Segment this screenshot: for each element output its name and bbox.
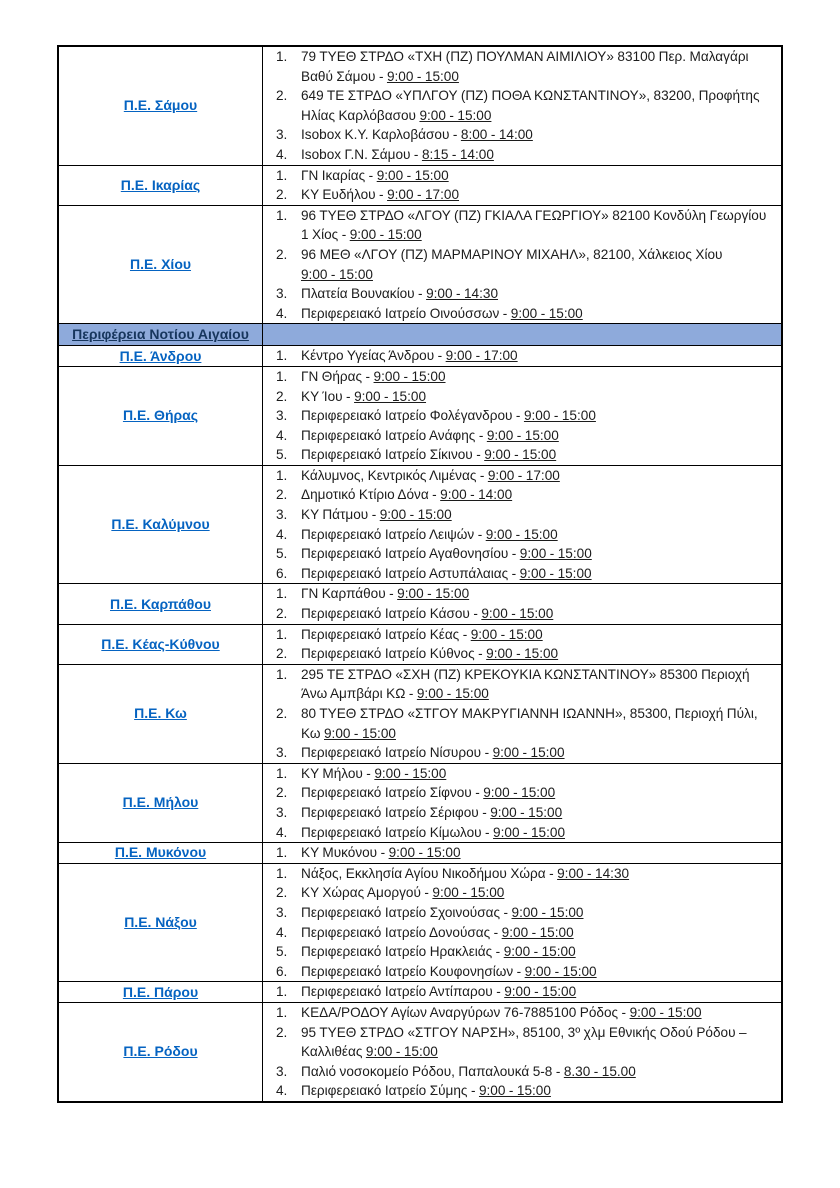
facility-hours: 9:00 - 15:00 [484, 447, 557, 463]
facility-item [263, 304, 781, 324]
facility-description [301, 883, 781, 903]
unit-name-cell [58, 863, 263, 982]
facility-list-cell [263, 1002, 783, 1101]
facility-hours: 9:00 - 15:00 [486, 427, 559, 443]
facility-item [263, 625, 781, 645]
facility-hours: 9:00 - 15:00 [324, 725, 396, 741]
facility-hours: 9:00 - 15:00 [493, 824, 566, 840]
unit-name-cell [58, 1002, 263, 1101]
item-number: 4. [276, 146, 288, 162]
facility-item [263, 145, 781, 165]
facility-name: ΚΥ Χώρας Αμοργού - [301, 885, 433, 901]
item-number: 1. [276, 984, 288, 1000]
facility-hours: 9:00 - 15:00 [432, 885, 505, 901]
facility-name: ΓΝ Καρπάθου - [301, 586, 398, 602]
facility-description [301, 185, 781, 205]
item-number: 2. [276, 785, 288, 801]
facility-item [263, 284, 781, 304]
facility-description [301, 125, 781, 145]
facility-description [301, 903, 781, 923]
item-number: 3. [276, 507, 288, 523]
facility-description [301, 206, 781, 245]
facility-description [301, 1023, 781, 1062]
facility-name: ΚΥ Ίου - [301, 388, 355, 404]
item-number: 2. [276, 1024, 288, 1040]
facility-name: 96 ΤΥΕΘ ΣΤΡΔΟ «ΛΓΟΥ (ΠΖ) ΓΚΙΑΛΑ ΓΕΩΡΓΙΟΥ» 82100 Κονδύλη Γεωργίου 1 Χίος - [301, 207, 767, 243]
item-number: 3. [276, 286, 288, 302]
facility-item [263, 823, 781, 843]
facility-item [263, 387, 781, 407]
facility-name: 95 ΤΥΕΘ ΣΤΡΔΟ «ΣΤΓΟΥ ΝΑΡΣΗ», 85100, 3º χλμ Εθνικής Οδού Ρόδου – Καλλιθέας [301, 1024, 747, 1060]
facility-list-cell [263, 46, 783, 165]
unit-name-cell [58, 763, 263, 842]
unit-name-link[interactable]: Π.Ε. Κέας-Κύθνου [101, 635, 220, 652]
facility-name: Περιφερειακό Ιατρείο Αντίπαρου - [301, 984, 505, 1000]
facility-item [263, 942, 781, 962]
unit-name-cell [58, 465, 263, 584]
unit-name-link[interactable]: Π.Ε. Καρπάθου [110, 595, 211, 612]
facility-name: ΓΝ Ικαρίας - [301, 167, 377, 183]
facility-description [301, 1081, 781, 1101]
item-number: 3. [276, 127, 288, 143]
facility-list-cell [263, 366, 783, 465]
facility-hours: 9:00 - 15:00 [301, 266, 373, 282]
facility-list-cell [263, 165, 783, 205]
item-number: 6. [276, 963, 288, 979]
facility-item [263, 764, 781, 784]
facility-hours: 9:00 - 15:00 [388, 845, 461, 861]
facility-name: Κάλυμνος, Κεντρικός Λιμένας - [301, 467, 488, 483]
facility-hours: 9:00 - 15:00 [373, 368, 446, 384]
item-number: 1. [276, 845, 288, 861]
facility-description [301, 764, 781, 784]
item-number: 2. [276, 706, 288, 721]
facility-item [263, 803, 781, 823]
unit-row [58, 346, 782, 367]
unit-row [58, 624, 782, 664]
facility-name: Περιφερειακό Ιατρείο Σέριφου - [301, 804, 491, 820]
facility-hours: 9:00 - 14:00 [440, 487, 513, 503]
facility-hours: 9:00 - 15:00 [397, 586, 470, 602]
item-number: 1. [276, 348, 288, 364]
facility-hours: 9:00 - 15:00 [629, 1004, 702, 1020]
facility-name: Περιφερειακό Ιατρείο Δονούσας - [301, 924, 502, 940]
unit-name-link[interactable]: Π.Ε. Πάρου [122, 983, 199, 1000]
facility-list-cell [263, 465, 783, 584]
item-number: 1. [276, 167, 288, 183]
facility-name: Παλιό νοσοκομείο Ρόδου, Παπαλουκά 5-8 - [301, 1063, 564, 1079]
facility-item [263, 245, 781, 284]
facility-name: Περιφερειακό Ιατρείο Κίμωλου - [301, 824, 494, 840]
unit-name-cell [58, 46, 263, 165]
facility-name: ΚΥ Μυκόνου - [301, 845, 389, 861]
facility-hours: 9:00 - 15:00 [519, 546, 592, 562]
facility-item [263, 743, 781, 763]
facility-hours: 9:00 - 14:30 [557, 865, 630, 881]
facility-name: ΚΥ Μήλου - [301, 765, 375, 781]
facility-name: Περιφερειακό Ιατρείο Κουφονησίων - [301, 963, 525, 979]
facility-description [301, 564, 781, 584]
unit-row [58, 763, 782, 842]
item-number: 1. [276, 765, 288, 781]
unit-name-cell [58, 982, 263, 1003]
unit-name-link[interactable]: Π.Ε. Κω [134, 705, 187, 722]
facility-item [263, 704, 781, 743]
facility-item [263, 544, 781, 564]
facility-description [301, 505, 781, 525]
facility-description [301, 982, 781, 1002]
facility-list-cell [263, 205, 783, 324]
item-number: 1. [276, 586, 288, 602]
facility-name: Νάξος, Εκκλησία Αγίου Νικοδήμου Χώρα - [301, 865, 558, 881]
facility-hours: 9:00 - 15:00 [376, 167, 449, 183]
facility-name: Isobox Κ.Υ. Καρλοβάσου - [301, 127, 461, 143]
facility-item [263, 485, 781, 505]
facility-item [263, 346, 781, 366]
facility-description [301, 625, 781, 645]
facility-description [301, 86, 781, 125]
facility-name: ΚΕΔΑ/ΡΟΔΟΥ Αγίων Αναργύρων 76-7885100 Ρόδος - [301, 1004, 630, 1020]
facility-description [301, 445, 781, 465]
facility-hours: 9:00 - 15:00 [501, 924, 574, 940]
facility-name: Περιφερειακό Ιατρείο Κάσου - [301, 606, 482, 622]
section-header-empty-cell [263, 324, 783, 346]
facility-item [263, 665, 781, 704]
unit-name-cell [58, 165, 263, 205]
facility-description [301, 466, 781, 486]
unit-row [58, 1002, 782, 1101]
facility-name: ΚΥ Ευδήλου - [301, 187, 388, 203]
facility-name: ΓΝ Θήρας - [301, 368, 374, 384]
facility-item [263, 1003, 781, 1023]
facility-item [263, 445, 781, 465]
facility-hours: 9:00 - 15:00 [354, 388, 427, 404]
facility-description [301, 1003, 781, 1023]
facility-item [263, 1062, 781, 1082]
facility-name: Περιφερειακό Ιατρείο Σίκινου - [301, 447, 485, 463]
facility-list-cell [263, 624, 783, 664]
facility-hours: 9:00 - 15:00 [492, 745, 565, 761]
unit-name-link[interactable]: Π.Ε. Θήρας [122, 407, 199, 424]
item-number: 1. [276, 467, 288, 483]
facility-item [263, 962, 781, 982]
facility-list-cell [263, 584, 783, 624]
health-facilities-table [57, 45, 783, 1103]
facility-description [301, 525, 781, 545]
facility-item [263, 923, 781, 943]
unit-name-cell [58, 366, 263, 465]
facility-item [263, 406, 781, 426]
facility-description [301, 304, 781, 324]
facility-name: 649 ΤΕ ΣΤΡΔΟ «ΥΠΛΓΟΥ (ΠΖ) ΠΟΘΑ ΚΩΝΣΤΑΝΤΙΝΟΥ», 83200, Προφήτης Ηλίας Καρλόβασου [301, 88, 760, 123]
facility-hours: 9:00 - 15:00 [503, 944, 576, 960]
item-number: 3. [276, 408, 288, 424]
facility-item [263, 125, 781, 145]
facility-item [263, 185, 781, 205]
facility-item [263, 584, 781, 604]
unit-name-link[interactable]: Π.Ε. Χίου [129, 256, 192, 273]
unit-row [58, 982, 782, 1003]
unit-name-link[interactable]: Π.Ε. Καλύμνου [111, 516, 210, 533]
item-number: 2. [276, 487, 288, 503]
item-number: 3. [276, 804, 288, 820]
facility-name: Περιφερειακό Ιατρείο Σχοινούσας - [301, 904, 512, 920]
unit-row [58, 863, 782, 982]
facility-hours: 9:00 - 15:00 [490, 804, 563, 820]
facility-hours: 9:00 - 15:00 [478, 1083, 551, 1099]
facility-description [301, 803, 781, 823]
facility-hours: 8.30 - 15.00 [563, 1063, 636, 1079]
facility-item [263, 47, 781, 86]
facility-list-cell [263, 346, 783, 367]
section-header-cell [58, 324, 263, 346]
item-number: 1. [276, 1004, 288, 1020]
facility-description [301, 544, 781, 564]
facility-name: Πλατεία Βουνακίου - [301, 286, 427, 302]
facility-hours: 9:00 - 15:00 [419, 107, 492, 123]
facility-name: Περιφερειακό Ιατρείο Κέας - [301, 626, 471, 642]
facility-item [263, 426, 781, 446]
facility-item [263, 206, 781, 245]
facility-name: Περιφερειακό Ιατρείο Αγαθονησίου - [301, 546, 520, 562]
facility-description [301, 704, 781, 743]
facility-description [301, 406, 781, 426]
facility-name: Περιφερειακό Ιατρείο Ανάφης - [301, 427, 487, 443]
item-number: 1. [276, 865, 288, 881]
item-number: 5. [276, 546, 288, 562]
unit-name-link[interactable]: Π.Ε. Μήλου [122, 794, 199, 811]
item-number: 1. [276, 626, 288, 642]
facility-hours: 9:00 - 15:00 [486, 646, 559, 662]
unit-row [58, 584, 782, 624]
facility-name: Περιφερειακό Ιατρείο Ηρακλειάς - [301, 944, 504, 960]
facility-list-cell [263, 843, 783, 864]
facility-name: 96 ΜΕΘ «ΛΓΟΥ (ΠΖ) ΜΑΡΜΑΡΙΝΟΥ ΜΙΧΑΗΛ», 82100, Χάλκειος Χίου [301, 246, 723, 262]
item-number: 6. [276, 565, 288, 581]
unit-row [58, 664, 782, 763]
facility-name: Isobox Γ.Ν. Σάμου - [301, 146, 422, 162]
facility-hours: 9:00 - 15:00 [470, 626, 543, 642]
facility-name: Περιφερειακό Ιατρείο Σύμης - [301, 1083, 479, 1099]
facility-item [263, 864, 781, 884]
table-body [58, 46, 782, 1102]
facility-hours: 9:00 - 15:00 [524, 963, 597, 979]
facility-name: Περιφερειακό Ιατρείο Σίφνου - [301, 785, 484, 801]
facility-description [301, 923, 781, 943]
facility-hours: 9:00 - 15:00 [510, 305, 583, 321]
facility-description [301, 783, 781, 803]
facility-description [301, 962, 781, 982]
facility-description [301, 367, 781, 387]
facility-hours: 9:00 - 17:00 [387, 187, 460, 203]
facility-name: Περιφερειακό Ιατρείο Αστυπάλαιας - [301, 565, 520, 581]
facility-description [301, 245, 781, 284]
facility-item [263, 1023, 781, 1062]
unit-name-link[interactable]: Π.Ε. Ικαρίας [120, 176, 201, 193]
facility-name: 79 ΤΥΕΘ ΣΤΡΔΟ «ΤΧΗ (ΠΖ) ΠΟΥΛΜΑΝ ΑΙΜΙΛΙΟΥ» 83100 Περ. Μαλαγάρι Βαθύ Σάμου - [301, 49, 749, 84]
facility-description [301, 426, 781, 446]
facility-name: Περιφερειακό Ιατρείο Λειψών - [301, 526, 486, 542]
facility-item [263, 505, 781, 525]
facility-description [301, 485, 781, 505]
facility-hours: 9:00 - 14:30 [426, 286, 499, 302]
facility-description [301, 1062, 781, 1082]
facility-name: Περιφερειακό Ιατρείο Οινούσσων - [301, 305, 511, 321]
facility-item [263, 783, 781, 803]
facility-item [263, 466, 781, 486]
item-number: 1. [276, 207, 288, 223]
facility-description [301, 743, 781, 763]
facility-hours: 9:00 - 17:00 [445, 348, 518, 364]
facility-hours: 9:00 - 15:00 [386, 68, 459, 84]
facility-hours: 9:00 - 15:00 [481, 606, 554, 622]
facility-description [301, 665, 781, 704]
facility-item [263, 843, 781, 863]
facility-description [301, 145, 781, 165]
unit-name-cell [58, 205, 263, 324]
facility-item [263, 644, 781, 664]
facility-description [301, 644, 781, 664]
section-header-row [58, 324, 782, 346]
item-number: 4. [276, 824, 288, 840]
facility-description [301, 843, 781, 863]
facility-item [263, 166, 781, 186]
facility-hours: 9:00 - 15:00 [523, 408, 596, 424]
unit-name-link[interactable]: Π.Ε. Σάμου [123, 97, 198, 114]
unit-row [58, 843, 782, 864]
facility-hours: 9:00 - 15:00 [504, 984, 577, 1000]
item-number: 1. [276, 49, 288, 64]
facility-item [263, 564, 781, 584]
item-number: 5. [276, 944, 288, 960]
facility-description [301, 823, 781, 843]
facility-description [301, 942, 781, 962]
unit-name-link[interactable]: Π.Ε. Μυκόνου [114, 844, 207, 861]
unit-name-link[interactable]: Π.Ε. Ρόδου [123, 1043, 198, 1060]
facility-item [263, 604, 781, 624]
unit-row [58, 205, 782, 324]
item-number: 4. [276, 924, 288, 940]
facility-description [301, 166, 781, 186]
facility-description [301, 604, 781, 624]
facility-name: Περιφερειακό Ιατρείο Κύθνος - [301, 646, 487, 662]
item-number: 2. [276, 88, 288, 104]
facility-hours: 8:15 - 14:00 [421, 146, 494, 162]
facility-item [263, 525, 781, 545]
item-number: 4. [276, 1083, 288, 1099]
unit-row [58, 465, 782, 584]
unit-row [58, 46, 782, 165]
facility-hours: 9:00 - 15:00 [379, 507, 452, 523]
facility-list-cell [263, 664, 783, 763]
item-number: 3. [276, 745, 288, 761]
item-number: 4. [276, 526, 288, 542]
facility-description [301, 584, 781, 604]
unit-name-cell [58, 584, 263, 624]
facility-name: 295 ΤΕ ΣΤΡΔΟ «ΣΧΗ (ΠΖ) ΚΡΕΚΟΥΚΙΑ ΚΩΝΣΤΑΝΤΙΝΟΥ» 85300 Περιοχή Άνω Αμπβάρι ΚΩ - [301, 666, 750, 702]
facility-hours: 9:00 - 15:00 [485, 526, 558, 542]
facility-name: Περιφερειακό Ιατρείο Φολέγανδρου - [301, 408, 524, 424]
item-number: 2. [276, 885, 288, 901]
unit-name-link[interactable]: Π.Ε. Άνδρου [119, 347, 202, 364]
item-number: 2. [276, 646, 288, 662]
unit-name-cell [58, 346, 263, 367]
item-number: 2. [276, 187, 288, 203]
unit-name-cell [58, 843, 263, 864]
unit-row [58, 165, 782, 205]
facility-hours: 9:00 - 15:00 [519, 565, 592, 581]
facility-hours: 9:00 - 15:00 [416, 686, 489, 702]
facility-item [263, 982, 781, 1002]
unit-name-cell [58, 664, 263, 763]
facility-description [301, 387, 781, 407]
facility-list-cell [263, 982, 783, 1003]
unit-name-link[interactable]: Π.Ε. Νάξου [124, 914, 197, 931]
facility-list-cell [263, 763, 783, 842]
item-number: 4. [276, 427, 288, 443]
facility-name: Κέντρο Υγείας Άνδρου - [301, 348, 446, 364]
item-number: 2. [276, 246, 288, 262]
facility-hours: 9:00 - 15:00 [349, 227, 422, 243]
facility-list-cell [263, 863, 783, 982]
unit-row [58, 366, 782, 465]
facility-name: Δημοτικό Κτίριο Δόνα - [301, 487, 441, 503]
item-number: 5. [276, 447, 288, 463]
facility-description [301, 47, 781, 86]
facility-item [263, 86, 781, 125]
facility-hours: 9:00 - 17:00 [487, 467, 560, 483]
item-number: 3. [276, 1063, 288, 1079]
facility-item [263, 883, 781, 903]
facility-name: 80 ΤΥΕΘ ΣΤΡΔΟ «ΣΤΓΟΥ ΜΑΚΡΥΓΙΑΝΝΗ ΙΩΑΝΝΗ», 85300, Περιοχή Πύλι, Κω [301, 706, 758, 741]
facility-item [263, 903, 781, 923]
facility-hours: 9:00 - 15:00 [365, 1044, 438, 1060]
facility-name: ΚΥ Πάτμου - [301, 507, 380, 523]
item-number: 4. [276, 305, 288, 321]
facility-hours: 9:00 - 15:00 [511, 904, 584, 920]
item-number: 1. [276, 666, 288, 682]
item-number: 2. [276, 606, 288, 622]
item-number: 3. [276, 904, 288, 920]
item-number: 2. [276, 388, 288, 404]
facility-hours: 9:00 - 15:00 [374, 765, 447, 781]
section-header-label: Περιφέρεια Νοτίου Αιγαίου [72, 326, 249, 343]
facility-hours: 9:00 - 15:00 [483, 785, 556, 801]
facility-item [263, 367, 781, 387]
facility-description [301, 284, 781, 304]
facility-name: Περιφερειακό Ιατρείο Νίσυρου - [301, 745, 493, 761]
facility-description [301, 346, 781, 366]
item-number: 1. [276, 368, 288, 384]
unit-name-cell [58, 624, 263, 664]
facility-description [301, 864, 781, 884]
facility-hours: 8:00 - 14:00 [460, 127, 533, 143]
facility-item [263, 1081, 781, 1101]
